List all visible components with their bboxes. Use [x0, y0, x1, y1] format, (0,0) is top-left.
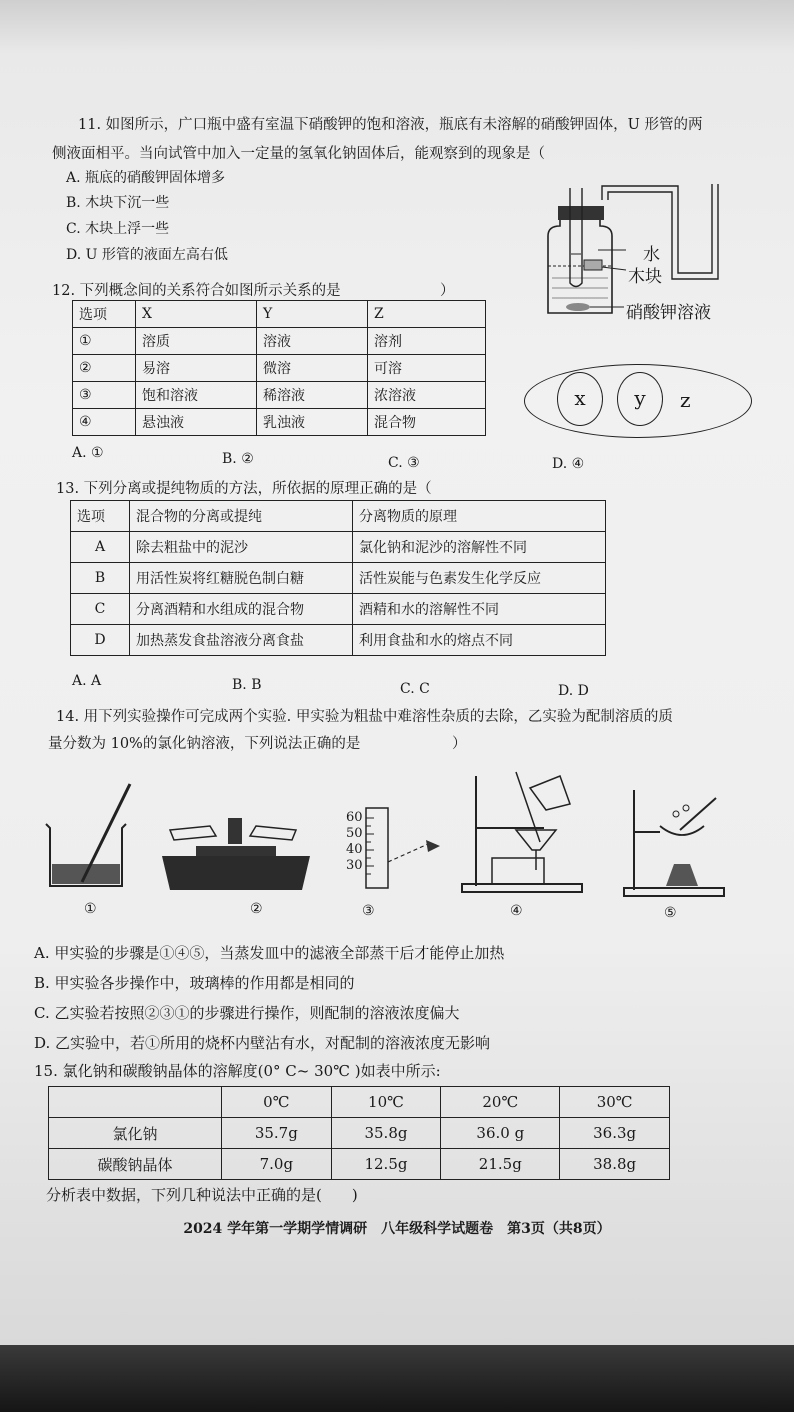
table-cell: 38.8g [560, 1149, 670, 1180]
table-header-row [73, 301, 486, 328]
table-row [71, 594, 606, 625]
table-header-row [71, 501, 606, 532]
table-cell: ① [73, 328, 136, 355]
q14-fig-label-3: ③ [362, 903, 375, 919]
table-cell: 36.0 g [441, 1118, 560, 1149]
table-cell: 加热蒸发食盐溶液分离食盐 [130, 625, 353, 656]
table-cell: 乳浊液 [257, 409, 368, 436]
page-footer: 2024 学年第一学期学情调研 八年级科学试题卷 第3页（共8页） [183, 1221, 611, 1237]
q11-label-wood: 木块 [628, 267, 662, 287]
table-header: 分离物质的原理 [353, 501, 606, 532]
table-cell: 7.0g [222, 1149, 332, 1180]
table-cell: C [71, 594, 130, 625]
q12-venn-x: x [557, 372, 603, 426]
table-cell: 碳酸钠晶体 [49, 1149, 222, 1180]
table-cell: 分离酒精和水组成的混合物 [130, 594, 353, 625]
table-row [73, 355, 486, 382]
q14-fig-label-1: ① [84, 901, 97, 917]
table-cell: 可溶 [368, 355, 486, 382]
table-row [49, 1149, 670, 1180]
table-cell: B [71, 563, 130, 594]
q12-answer-c: C. ③ [388, 455, 420, 471]
q14-option-d: D. 乙实验中，若①所用的烧杯内壁沾有水，对配制的溶液浓度无影响 [34, 1034, 491, 1052]
q11-stem-line2: 侧液面相平。当向试管中加入一定量的氢氧化钠固体后，能观察到的现象是（ [52, 146, 545, 162]
q14-option-b: B. 甲实验各步操作中，玻璃棒的作用都是相同的 [34, 974, 355, 992]
q14-stem-line2: 量分数为 10%的氯化钠溶液，下列说法正确的是 [48, 736, 361, 752]
q12-answer-d: D. ④ [552, 456, 585, 472]
q15-tail: 分析表中数据，下列几种说法中正确的是( ) [46, 1186, 358, 1204]
q11-option-c: C. 木块上浮一些 [66, 221, 170, 237]
q14-option-a: A. 甲实验的步骤是①④⑤，当蒸发皿中的滤液全部蒸干后才能停止加热 [34, 944, 505, 962]
table-cell: 35.7g [222, 1118, 332, 1149]
table-cell: 悬浊液 [136, 409, 257, 436]
table-cell: ③ [73, 382, 136, 409]
table-cell: ② [73, 355, 136, 382]
table-cell: 溶剂 [368, 328, 486, 355]
table-row [49, 1118, 670, 1149]
table-cell: A [71, 532, 130, 563]
table-cell: 利用食盐和水的熔点不同 [353, 625, 606, 656]
table-header: 选项 [73, 301, 136, 328]
table-row [73, 409, 486, 436]
table-header: 30℃ [560, 1087, 670, 1118]
q11-stem-line1: 11. 如图所示，广口瓶中盛有室温下硝酸钾的饱和溶液，瓶底有未溶解的硝酸钾固体，U 形管的两 [78, 117, 703, 133]
table-cell: 溶液 [257, 328, 368, 355]
table-cell: 饱和溶液 [136, 382, 257, 409]
q15-stem: 15. 氯化钠和碳酸钠晶体的溶解度(0° C~ 30℃ )如表中所示: [34, 1062, 441, 1080]
table-cell: D [71, 625, 130, 656]
q12-stem: 12. 下列概念间的关系符合如图所示关系的是 [52, 283, 341, 299]
table-cell: 酒精和水的溶解性不同 [353, 594, 606, 625]
q14-fig4-filtration [456, 766, 586, 896]
table-cell: ④ [73, 409, 136, 436]
q14-fig-label-2: ② [250, 901, 263, 917]
table-header: X [136, 301, 257, 328]
q12-venn-y: y [617, 372, 663, 426]
q12-paren: ） [440, 283, 455, 299]
table-header: 0℃ [222, 1087, 332, 1118]
q11-option-d: D. U 形管的液面左高右低 [66, 247, 228, 263]
table-cell: 用活性炭将红糖脱色制白糖 [130, 563, 353, 594]
q12-table [72, 300, 486, 436]
table-cell: 氯化钠和泥沙的溶解性不同 [353, 532, 606, 563]
q14-paren: ） [452, 736, 467, 752]
table-row [71, 563, 606, 594]
q11-option-b: B. 木块下沉一些 [66, 195, 170, 211]
table-cell: 12.5g [331, 1149, 441, 1180]
table-header [49, 1087, 222, 1118]
table-header-row [49, 1087, 670, 1118]
table-cell: 溶质 [136, 328, 257, 355]
table-cell: 易溶 [136, 355, 257, 382]
table-cell: 混合物 [368, 409, 486, 436]
q14-fig1-beaker [38, 782, 138, 892]
q14-fig-label-5: ⑤ [664, 905, 677, 921]
table-header: 混合物的分离或提纯 [130, 501, 353, 532]
q13-answer-d: D. D [558, 683, 589, 699]
table-header: 20℃ [441, 1087, 560, 1118]
q14-tick-30: 30 [346, 858, 363, 873]
q14-fig5-evaporation [620, 786, 730, 898]
table-row [71, 625, 606, 656]
table-header: 10℃ [331, 1087, 441, 1118]
table-cell: 活性炭能与色素发生化学反应 [353, 563, 606, 594]
table-cell: 氯化钠 [49, 1118, 222, 1149]
table-cell: 35.8g [331, 1118, 441, 1149]
background-surface [0, 1345, 794, 1412]
q14-stem-line1: 14. 用下列实验操作可完成两个实验. 甲实验为粗盐中难溶性杂质的去除，乙实验为配制溶质的质 [56, 709, 673, 725]
table-cell: 21.5g [441, 1149, 560, 1180]
table-header: 选项 [71, 501, 130, 532]
q11-option-a: A. 瓶底的硝酸钾固体增多 [66, 170, 226, 186]
table-row [73, 328, 486, 355]
q12-venn-z: z [680, 388, 691, 412]
q13-table [70, 500, 606, 656]
table-header: Y [257, 301, 368, 328]
q13-answer-b: B. B [232, 677, 262, 693]
table-row [73, 382, 486, 409]
q13-answer-a: A. A [72, 673, 102, 689]
table-cell: 36.3g [560, 1118, 670, 1149]
q13-answer-c: C. C [400, 681, 430, 697]
table-cell: 浓溶液 [368, 382, 486, 409]
q14-fig2-balance [156, 812, 316, 894]
q14-tick-60: 60 [346, 810, 363, 825]
q11-label-water: 水 [643, 245, 660, 265]
q14-tick-40: 40 [346, 842, 363, 857]
q12-answer-b: B. ② [222, 451, 254, 467]
q13-stem: 13. 下列分离或提纯物质的方法，所依据的原理正确的是（ [56, 481, 432, 497]
q15-table [48, 1086, 670, 1180]
q14-fig-label-4: ④ [510, 903, 523, 919]
q14-tick-50: 50 [346, 826, 363, 841]
table-header: Z [368, 301, 486, 328]
table-cell: 除去粗盐中的泥沙 [130, 532, 353, 563]
table-cell: 微溶 [257, 355, 368, 382]
q14-option-c: C. 乙实验若按照②③①的步骤进行操作，则配制的溶液浓度偏大 [34, 1004, 460, 1022]
q12-answer-a: A. ① [72, 445, 104, 461]
q11-label-solution: 硝酸钾溶液 [626, 303, 711, 323]
table-row [71, 532, 606, 563]
table-cell: 稀溶液 [257, 382, 368, 409]
